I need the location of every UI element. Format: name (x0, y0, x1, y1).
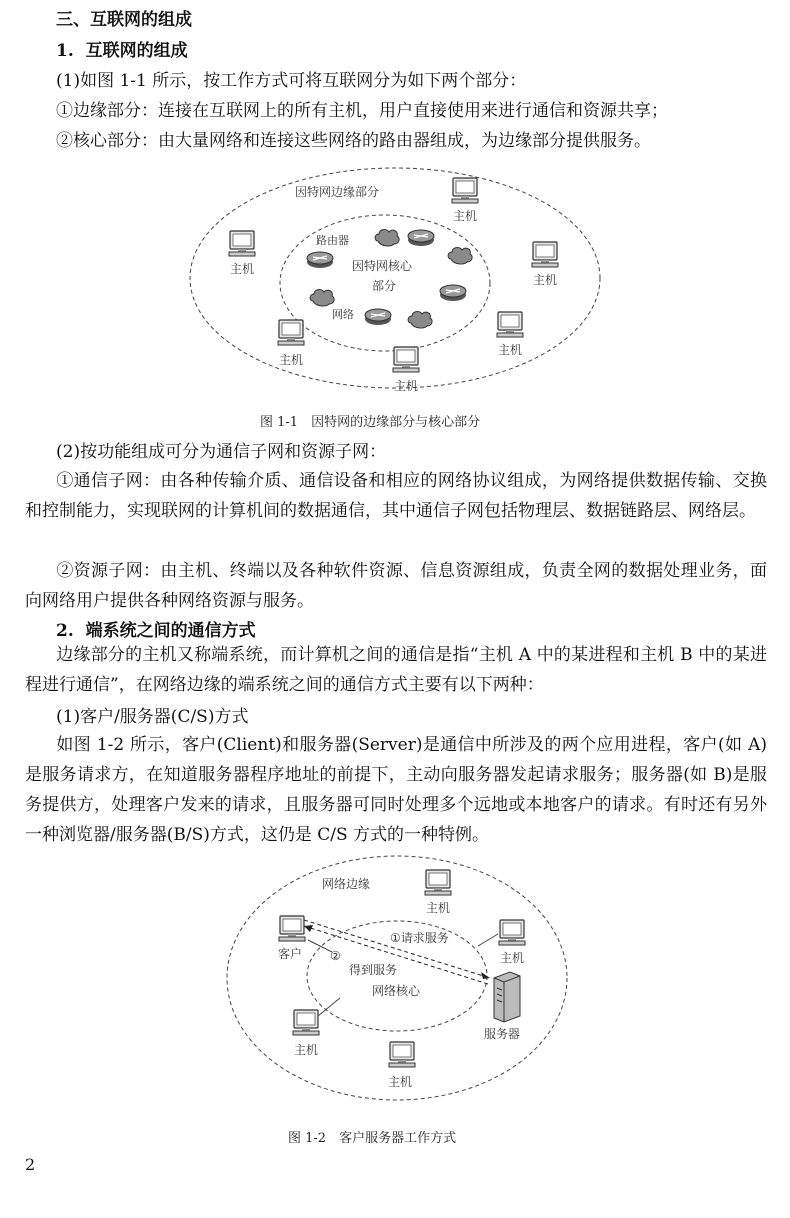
page-number: 2 (25, 1155, 36, 1174)
figure-1-1-caption: 图 1-1 因特网的边缘部分与核心部分 (260, 415, 481, 430)
subheading-2 (56, 620, 256, 642)
computer-icon (497, 312, 523, 337)
client-label: 客户 (278, 947, 303, 961)
host-label: 主机 (279, 353, 304, 367)
arrowhead-icon (481, 972, 490, 979)
host-label: 主机 (426, 901, 451, 915)
host-label: 主机 (453, 209, 478, 223)
router-icon (365, 309, 391, 325)
computer-icon (293, 1010, 319, 1035)
edge-label: 因特网边缘部分 (295, 185, 380, 199)
connector-line (478, 934, 498, 946)
paragraph-cs-text: 如图 1-2 所示，客户(Client)和服务器(Server)是通信中所涉及的两个应用进程，客户(如 A)是服务请求方，在知道服务器程序地址的前提下，主动向服务器发起请求服务；服务器(如 B)是服务提供方，处理客户发来的请求，且服务器可同时处理多个远地或本地客户的请求。有时还有另外一种浏览器/服务器(B/S)方式，这仍是 C/S 方式的一种特例。 (25, 735, 767, 845)
computer-icon (393, 347, 419, 372)
paragraph-edge-text: 边缘部分的主机又称端系统，而计算机之间的通信是指“主机 A 中的某进程和主机 B 中的某进程进行通信”，在网络边缘的端系统之间的通信方式主要有以下两种： (25, 645, 767, 695)
paragraph-res-text: ②资源子网：由主机、终端以及各种软件资源、信息资源组成，负责全网的数据处理业务，面向网络用户提供各种网络资源与服务。 (25, 561, 767, 611)
paragraph-edge (25, 640, 767, 700)
cloud-icon (310, 290, 334, 306)
computer-icon (389, 1042, 415, 1067)
core-label-2: 部分 (372, 279, 397, 293)
computer-icon (452, 178, 478, 203)
host-label: 主机 (394, 379, 419, 393)
host-label: 主机 (230, 262, 255, 276)
host-label: 主机 (500, 951, 525, 965)
circle-2-label: ② (330, 949, 341, 963)
computer-icon (532, 242, 558, 267)
core-label: 网络核心 (372, 984, 421, 998)
router-icon (408, 230, 434, 246)
host-label: 主机 (533, 273, 558, 287)
paragraph-comm-text: ①通信子网：由各种传输介质、通信设备和相应的网络协议组成，为网络提供数据传输、交换和控制能力，实现联网的计算机间的数据通信，其中通信子网包括物理层、数据链路层、网络层。 (25, 471, 767, 521)
figure-1-2-caption: 图 1-2 客户服务器工作方式 (288, 1131, 457, 1146)
line-3: ②核心部分：由大量网络和连接这些网络的路由器组成，为边缘部分提供服务。 (56, 131, 651, 151)
router-icon (440, 285, 466, 301)
edge-label: 网络边缘 (322, 877, 371, 891)
core-label-1: 因特网核心 (352, 259, 413, 273)
subheading-1-title: 互联网的组成 (85, 41, 188, 61)
section-heading: 三、互联网的组成 (56, 10, 192, 30)
paragraph-cs (25, 730, 767, 850)
connector-line (308, 940, 332, 952)
request-label: ①请求服务 (390, 931, 449, 945)
computer-icon (278, 320, 304, 345)
p2-heading: (2)按功能组成可分为通信子网和资源子网： (56, 442, 387, 462)
client-computer-icon (279, 916, 305, 941)
network-label: 网络 (332, 308, 354, 321)
cs-heading: (1)客户/服务器(C/S)方式 (56, 707, 249, 727)
cloud-icon (448, 248, 472, 264)
subheading-2-number: 2. (56, 621, 74, 641)
router-icon (307, 252, 333, 268)
computer-icon (499, 920, 525, 945)
subheading-1 (56, 40, 188, 62)
figure-1-2 (222, 848, 572, 1108)
cloud-icon (408, 312, 432, 328)
line-1: (1)如图 1-1 所示，按工作方式可将互联网分为如下两个部分： (56, 71, 527, 91)
subheading-1-number: 1. (56, 41, 74, 61)
router-label: 路由器 (316, 234, 349, 247)
paragraph-comm-subnet (25, 466, 767, 526)
line-2: ①边缘部分：连接在互联网上的所有主机，用户直接使用来进行通信和资源共享； (56, 101, 668, 121)
cloud-icon (375, 230, 399, 246)
response-label: 得到服务 (349, 963, 398, 977)
connector-line (318, 998, 340, 1016)
host-label: 主机 (498, 343, 523, 357)
server-icon (494, 972, 520, 1022)
host-label: 主机 (388, 1075, 413, 1089)
subheading-2-title: 端系统之间的通信方式 (85, 621, 256, 641)
computer-icon (229, 231, 255, 256)
host-label: 主机 (294, 1043, 319, 1057)
computer-icon (425, 870, 451, 895)
figure-1-1 (185, 158, 605, 398)
paragraph-res-subnet (25, 556, 767, 616)
server-label: 服务器 (484, 1027, 521, 1041)
